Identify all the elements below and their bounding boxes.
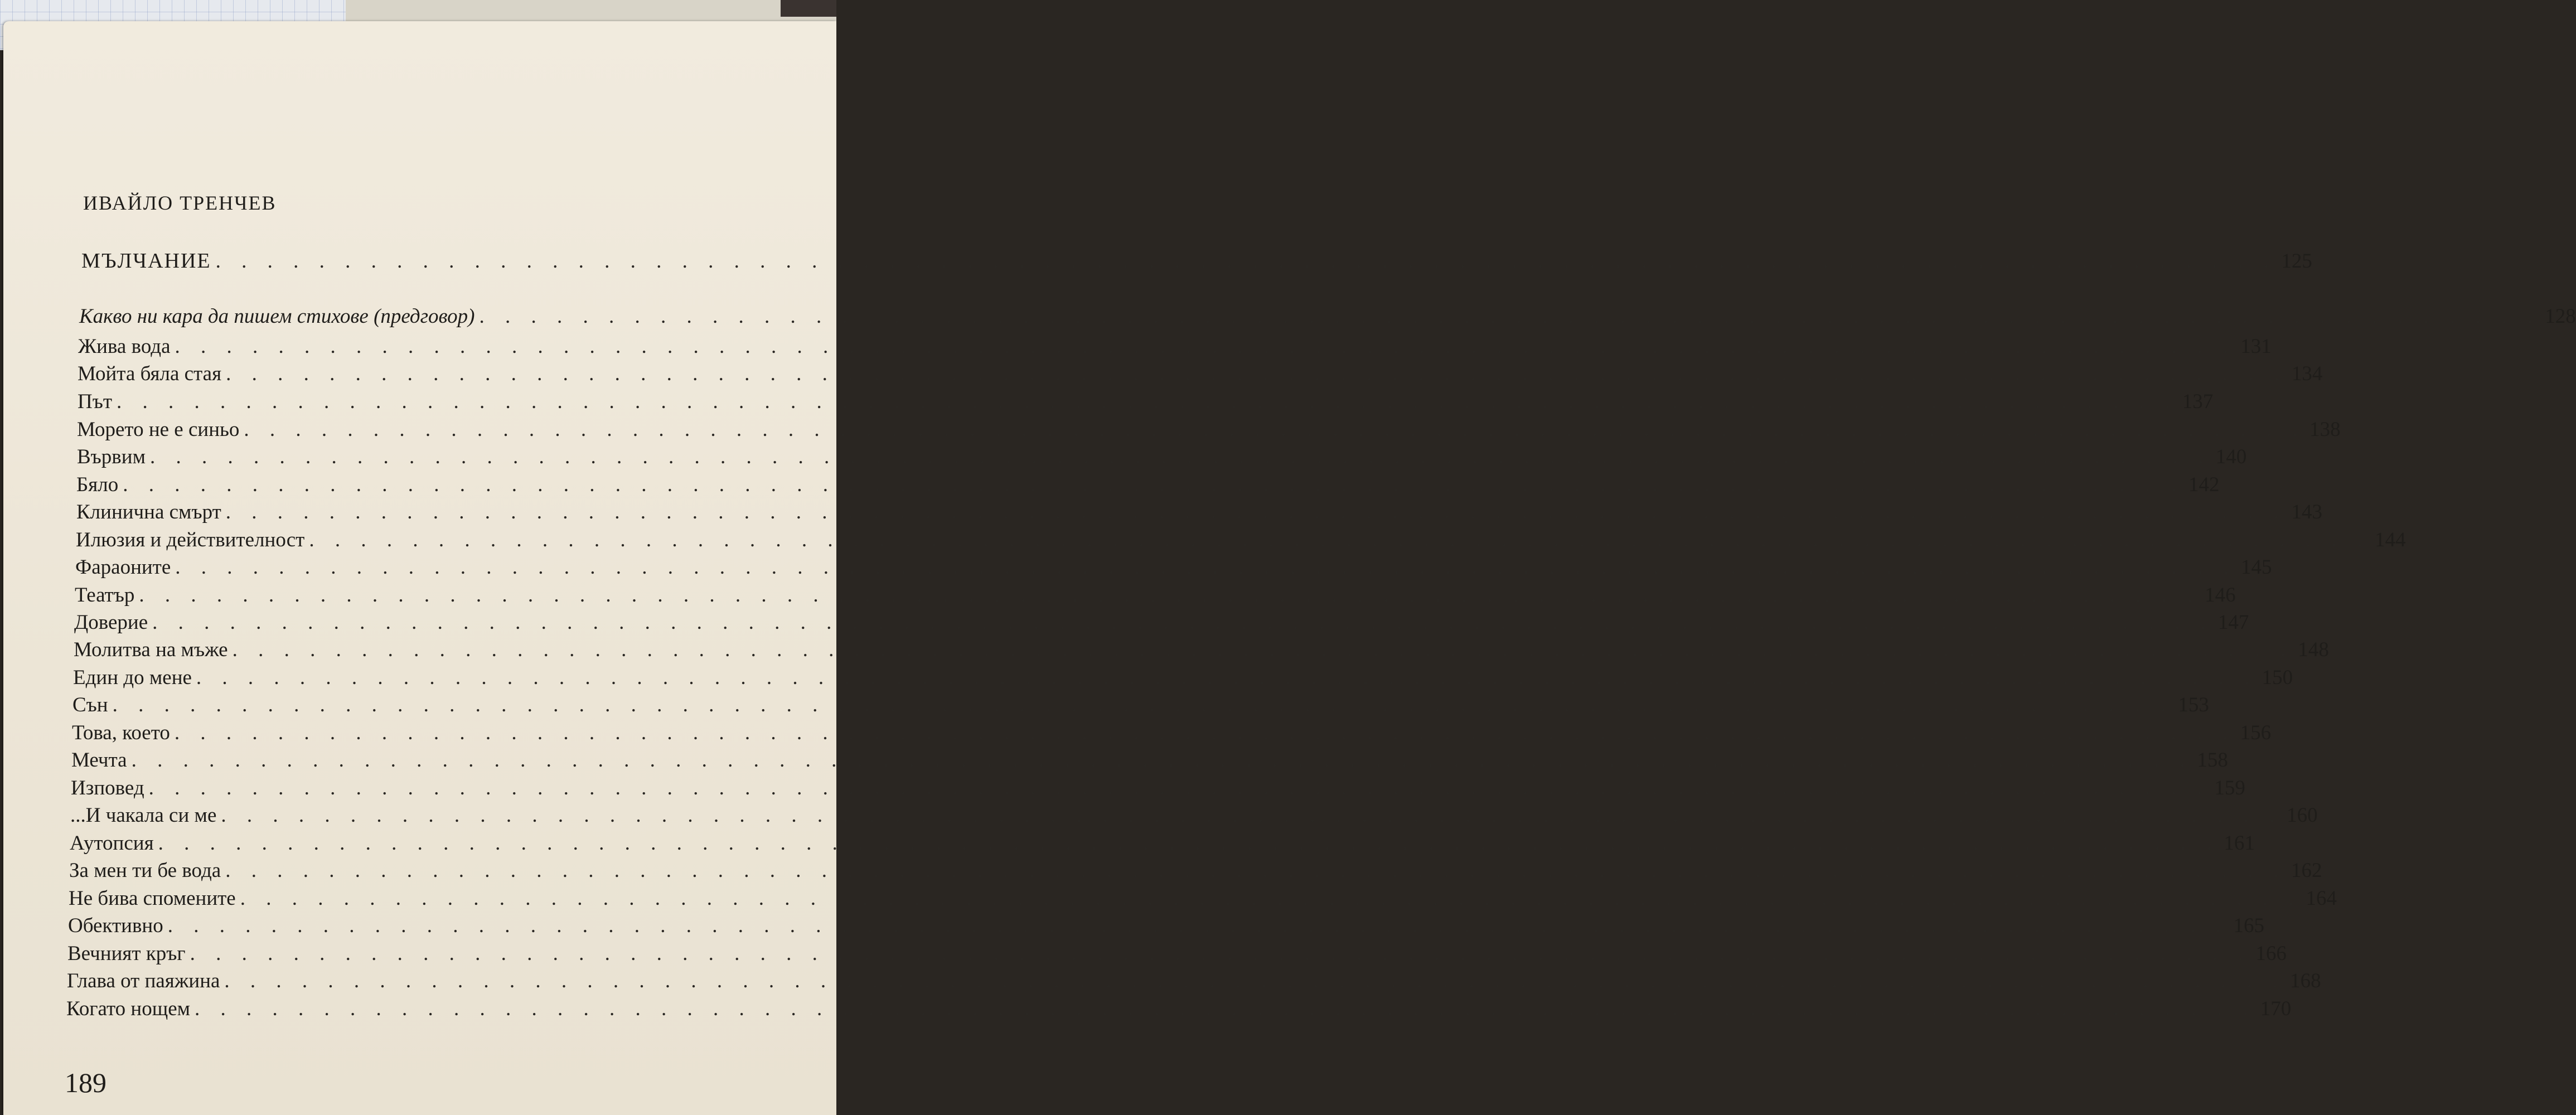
toc-entry-page: 142 xyxy=(2188,473,2220,496)
toc-entry-title: Един до мене xyxy=(73,666,192,689)
toc-entry-page: 146 xyxy=(2205,584,2236,607)
toc-leader-dots: . . . . . . . . . . . . . . . . . . . . . . . . . . . . . . . . . . . . . . . . . . . . . . . . . . . . . . . . . . . . . . . . . . . . . . . . . . . . . . . . xyxy=(174,721,2236,744)
toc-leader-dots: . . . . . . . . . . . . . . . . . . . . . . . . . . . . . . . . . . . . . . . . . . . . . . . . . . . . . . . . . . . . . . . . . . . . . . . . . . . . . . . . xyxy=(215,250,2277,273)
toc-entry-title: Бяло xyxy=(76,473,119,496)
toc-entry xyxy=(72,721,2272,745)
toc-entry xyxy=(74,610,2249,634)
toc-entry-title: Мечта xyxy=(71,749,127,772)
page-number: 189 xyxy=(65,1067,106,1098)
book-page xyxy=(3,21,2576,1115)
toc-entry xyxy=(77,445,2247,469)
toc-leader-dots: . . . . . . . . . . . . . . . . . . . . . . . . . . . . . . . . . . . . . . . . . . . . . . . . . . . . . . . . . . . . . . . . . . . . . . . . . . . . . . . . xyxy=(112,694,2174,716)
toc-entry-title: Мойта бяла стая xyxy=(78,362,222,385)
table-of-contents xyxy=(3,21,2576,1115)
toc-entry xyxy=(72,693,2209,717)
toc-entry-title: Път xyxy=(78,390,113,413)
toc-entry-title: Това, което xyxy=(72,721,170,744)
toc-entry-title: Вървим xyxy=(77,445,146,468)
toc-entry-title: Морето не е синьо xyxy=(77,418,240,441)
toc-entry xyxy=(71,748,2228,772)
toc-leader-dots: . . . . . . . . . . . . . . . . . . . . . . . . . . . . . . . . . . . . . . . . . . . . . . . . . . . . . . . . . . . . . . . . . . . . . . . . . . . . . . . . xyxy=(244,418,2306,441)
toc-entry-title: Клинична смърт xyxy=(76,501,221,523)
toc-entry-page: 153 xyxy=(2178,694,2209,716)
toc-entry xyxy=(70,831,2255,855)
toc-leader-dots: . . . . . . . . . . . . . . . . . . . . . . . . . . . . . . . . . . . . . . . . . . . . . . . . . . . . . . . . . . . . . . . . . . . . . . . . . . . . . . . . xyxy=(139,584,2201,607)
toc-entry-page: 170 xyxy=(2260,997,2292,1020)
toc-entry-page: 168 xyxy=(2290,969,2321,992)
toc-leader-dots: . . . . . . . . . . . . . . . . . . . . . . . . . . . . . . . . . . . . . . . . . . . . . . . . . . . . . . . . . . . . . . . . . . . . . . . . . . . . . . . . xyxy=(148,777,2210,799)
toc-entry xyxy=(66,997,2292,1021)
toc-leader-dots: . . . . . . . . . . . . . . . . . . . . . . . . . . . . . . . . . . . . . . . . . . . . . . . . . . . . . . . . . . . . . . . . . . . . . . . . . . . . . . . . xyxy=(225,859,2287,882)
toc-entry xyxy=(78,362,2323,386)
toc-leader-dots: . . . . . . . . . . . . . . . . . . . . . . . . . . . . . . . . . . . . . . . . . . . . . . . . . . . . . . . . . . . . . . . . . . . . . . . . . . . . . . . . xyxy=(226,362,2287,385)
toc-entry xyxy=(70,803,2318,827)
toc-entry-page: 148 xyxy=(2298,638,2329,661)
toc-entry-title: Не бива спомените xyxy=(69,887,236,910)
toc-entry-page: 164 xyxy=(2306,887,2337,910)
toc-leader-dots: . . . . . . . . . . . . . . . . . . . . . . . . . . . . . . . . . . . . . . . . . . . . . . . . . . . . . . . . . . . . . . . . . . . . . . . . . . . . . . . . xyxy=(175,335,2236,358)
toc-leader-dots: . . . . . . . . . . . . . . . . . . . . . . . . . . . . . . . . . . . . . . . . . . . . . . . . . . . . . . . . . . . . . . . . . . . . . . . . . . . . . . . . xyxy=(150,445,2211,468)
toc-entry xyxy=(77,418,2341,442)
toc-entry xyxy=(79,304,2576,328)
toc-entry xyxy=(67,942,2287,966)
toc-leader-dots: . . . . . . . . . . . . . . . . . . . . . . . . . . . . . . . . . . . . . . . . . . . . . . . . . . . . . . . . . . . . . . . . . . . . . . . . . . . . . . . . xyxy=(152,611,2214,634)
toc-entry xyxy=(67,969,2321,993)
toc-entry xyxy=(75,555,2272,579)
toc-leader-dots: . . . . . . . . . . . . . . . . . . . . . . . . . . . . . . . . . . . . . . . . . . . . . . . . . . . . . . . . . . . . . . . . . . . . . . . . . . . . . . . . xyxy=(232,638,2294,661)
toc-leader-dots: . . . . . . . . . . . . . . . . . . . . . . . . . . . . . . . . . . . . . . . . . . . . . . . . . . . . . . . . . . . . . . . . . . . . . . . . . . . . . . . . xyxy=(240,887,2302,910)
toc-leader-dots: . . . . . . . . . . . . . . . . . . . . . . . . . . . . . . . . . . . . . . . . . . . . . . . . . . . . . . . . . . . . . . . . . . . . . . . . . . . . . . . . xyxy=(167,914,2229,937)
toc-entry-page: 125 xyxy=(2281,250,2312,273)
toc-entry-page: 145 xyxy=(2241,556,2272,579)
toc-entry-page: 134 xyxy=(2291,362,2323,385)
toc-entry-title: Фараоните xyxy=(75,556,171,579)
toc-entry-title: Сън xyxy=(72,694,108,716)
toc-entry xyxy=(76,528,2406,552)
toc-entry-title: Илюзия и действителност xyxy=(76,529,305,551)
toc-entry-page: 131 xyxy=(2240,335,2272,358)
toc-entry xyxy=(76,473,2220,497)
toc-entry-title: Жива вода xyxy=(78,335,171,358)
toc-entry-title: За мен ти бе вода xyxy=(69,859,221,882)
toc-leader-dots: . . . . . . . . . . . . . . . . . . . . . . . . . . . . . . . . . . . . . . . . . . . . . . . . . . . . . . . . . . . . . . . . . . . . . . . . . . . . . . . . xyxy=(479,305,2541,328)
toc-entry-title: Молитва на мъже xyxy=(74,638,228,661)
toc-leader-dots: . . . . . . . . . . . . . . . . . . . . . . . . . . . . . . . . . . . . . . . . . . . . . . . . . . . . . . . . . . . . . . . . . . . . . . . . . . . . . . . . xyxy=(175,556,2237,579)
toc-leader-dots: . . . . . . . . . . . . . . . . . . . . . . . . . . . . . . . . . . . . . . . . . . . . . . . . . . . . . . . . . . . . . . . . . . . . . . . . . . . . . . . . xyxy=(117,390,2178,413)
toc-entry xyxy=(78,334,2272,358)
toc-entry-title: Глава от паяжина xyxy=(67,969,220,992)
toc-entry-title: Театър xyxy=(75,584,135,607)
toc-entry-page: 140 xyxy=(2215,445,2247,468)
toc-entry xyxy=(73,666,2293,690)
toc-entry-page: 137 xyxy=(2182,390,2214,413)
toc-entry xyxy=(69,886,2337,910)
toc-leader-dots: . . . . . . . . . . . . . . . . . . . . . . . . . . . . . . . . . . . . . . . . . . . . . . . . . . . . . . . . . . . . . . . . . . . . . . . . . . . . . . . . xyxy=(309,529,2371,551)
toc-entry xyxy=(74,638,2329,662)
toc-entry xyxy=(68,914,2264,938)
toc-entry-page: 166 xyxy=(2255,942,2287,965)
toc-entry xyxy=(78,390,2214,414)
toc-entry-title: Аутопсия xyxy=(70,832,154,855)
toc-entry-page: 143 xyxy=(2291,501,2323,523)
toc-entry xyxy=(69,859,2322,883)
toc-entry-page: 147 xyxy=(2217,611,2249,634)
toc-leader-dots: . . . . . . . . . . . . . . . . . . . . . . . . . . . . . . . . . . . . . . . . . . . . . . . . . . . . . . . . . . . . . . . . . . . . . . . . . . . . . . . . xyxy=(221,804,2283,827)
toc-entry-page: 158 xyxy=(2197,749,2228,772)
toc-entry xyxy=(71,776,2245,800)
toc-entry-title: ...И чакала си ме xyxy=(70,804,217,827)
toc-entry xyxy=(75,583,2236,607)
toc-entry-title: Вечният кръг xyxy=(67,942,186,965)
dark-object-corner xyxy=(781,0,836,17)
toc-entry-title: Когато нощем xyxy=(66,997,191,1020)
toc-leader-dots: . . . . . . . . . . . . . . . . . . . . . . . . . . . . . . . . . . . . . . . . . . . . . . . . . . . . . . . . . . . . . . . . . . . . . . . . . . . . . . . . xyxy=(224,969,2286,992)
toc-entry-page: 161 xyxy=(2224,832,2255,855)
toc-entry-title: Обективно xyxy=(68,914,163,937)
toc-entry-page: 165 xyxy=(2233,914,2264,937)
toc-leader-dots: . . . . . . . . . . . . . . . . . . . . . . . . . . . . . . . . . . . . . . . . . . . . . . . . . . . . . . . . . . . . . . . . . . . . . . . . . . . . . . . . xyxy=(123,473,2184,496)
toc-entry-page: 159 xyxy=(2214,777,2245,799)
toc-leader-dots: . . . . . . . . . . . . . . . . . . . . . . . . . . . . . . . . . . . . . . . . . . . . . . . . . . . . . . . . . . . . . . . . . . . . . . . . . . . . . . . . xyxy=(196,666,2258,689)
toc-entry-page: 160 xyxy=(2287,804,2318,827)
toc-entry xyxy=(81,249,2312,273)
toc-entry xyxy=(76,500,2323,524)
toc-entry-page: 128 xyxy=(2545,305,2576,328)
toc-leader-dots: . . . . . . . . . . . . . . . . . . . . . . . . . . . . . . . . . . . . . . . . . . . . . . . . . . . . . . . . . . . . . . . . . . . . . . . . . . . . . . . . xyxy=(131,749,2193,772)
toc-leader-dots: . . . . . . . . . . . . . . . . . . . . . . . . . . . . . . . . . . . . . . . . . . . . . . . . . . . . . . . . . . . . . . . . . . . . . . . . . . . . . . . . xyxy=(158,832,2220,855)
toc-entry-title: Изповед xyxy=(71,777,144,799)
author-name: ИВАЙЛО ТРЕНЧЕВ xyxy=(83,192,277,214)
toc-leader-dots: . . . . . . . . . . . . . . . . . . . . . . . . . . . . . . . . . . . . . . . . . . . . . . . . . . . . . . . . . . . . . . . . . . . . . . . . . . . . . . . . xyxy=(195,997,2256,1020)
toc-entry-title: Доверие xyxy=(74,611,148,634)
toc-leader-dots: . . . . . . . . . . . . . . . . . . . . . . . . . . . . . . . . . . . . . . . . . . . . . . . . . . . . . . . . . . . . . . . . . . . . . . . . . . . . . . . . xyxy=(225,501,2287,523)
toc-entry-page: 144 xyxy=(2375,529,2406,551)
toc-entry-page: 162 xyxy=(2291,859,2322,882)
toc-entry-page: 156 xyxy=(2240,721,2272,744)
toc-entry-title: Какво ни кара да пишем стихове (предговор) xyxy=(79,305,475,328)
toc-entry-page: 138 xyxy=(2309,418,2341,441)
toc-entry-page: 150 xyxy=(2262,666,2293,689)
toc-leader-dots: . . . . . . . . . . . . . . . . . . . . . . . . . . . . . . . . . . . . . . . . . . . . . . . . . . . . . . . . . . . . . . . . . . . . . . . . . . . . . . . . xyxy=(190,942,2251,965)
toc-entry-title: МЪЛЧАНИЕ xyxy=(81,249,211,273)
